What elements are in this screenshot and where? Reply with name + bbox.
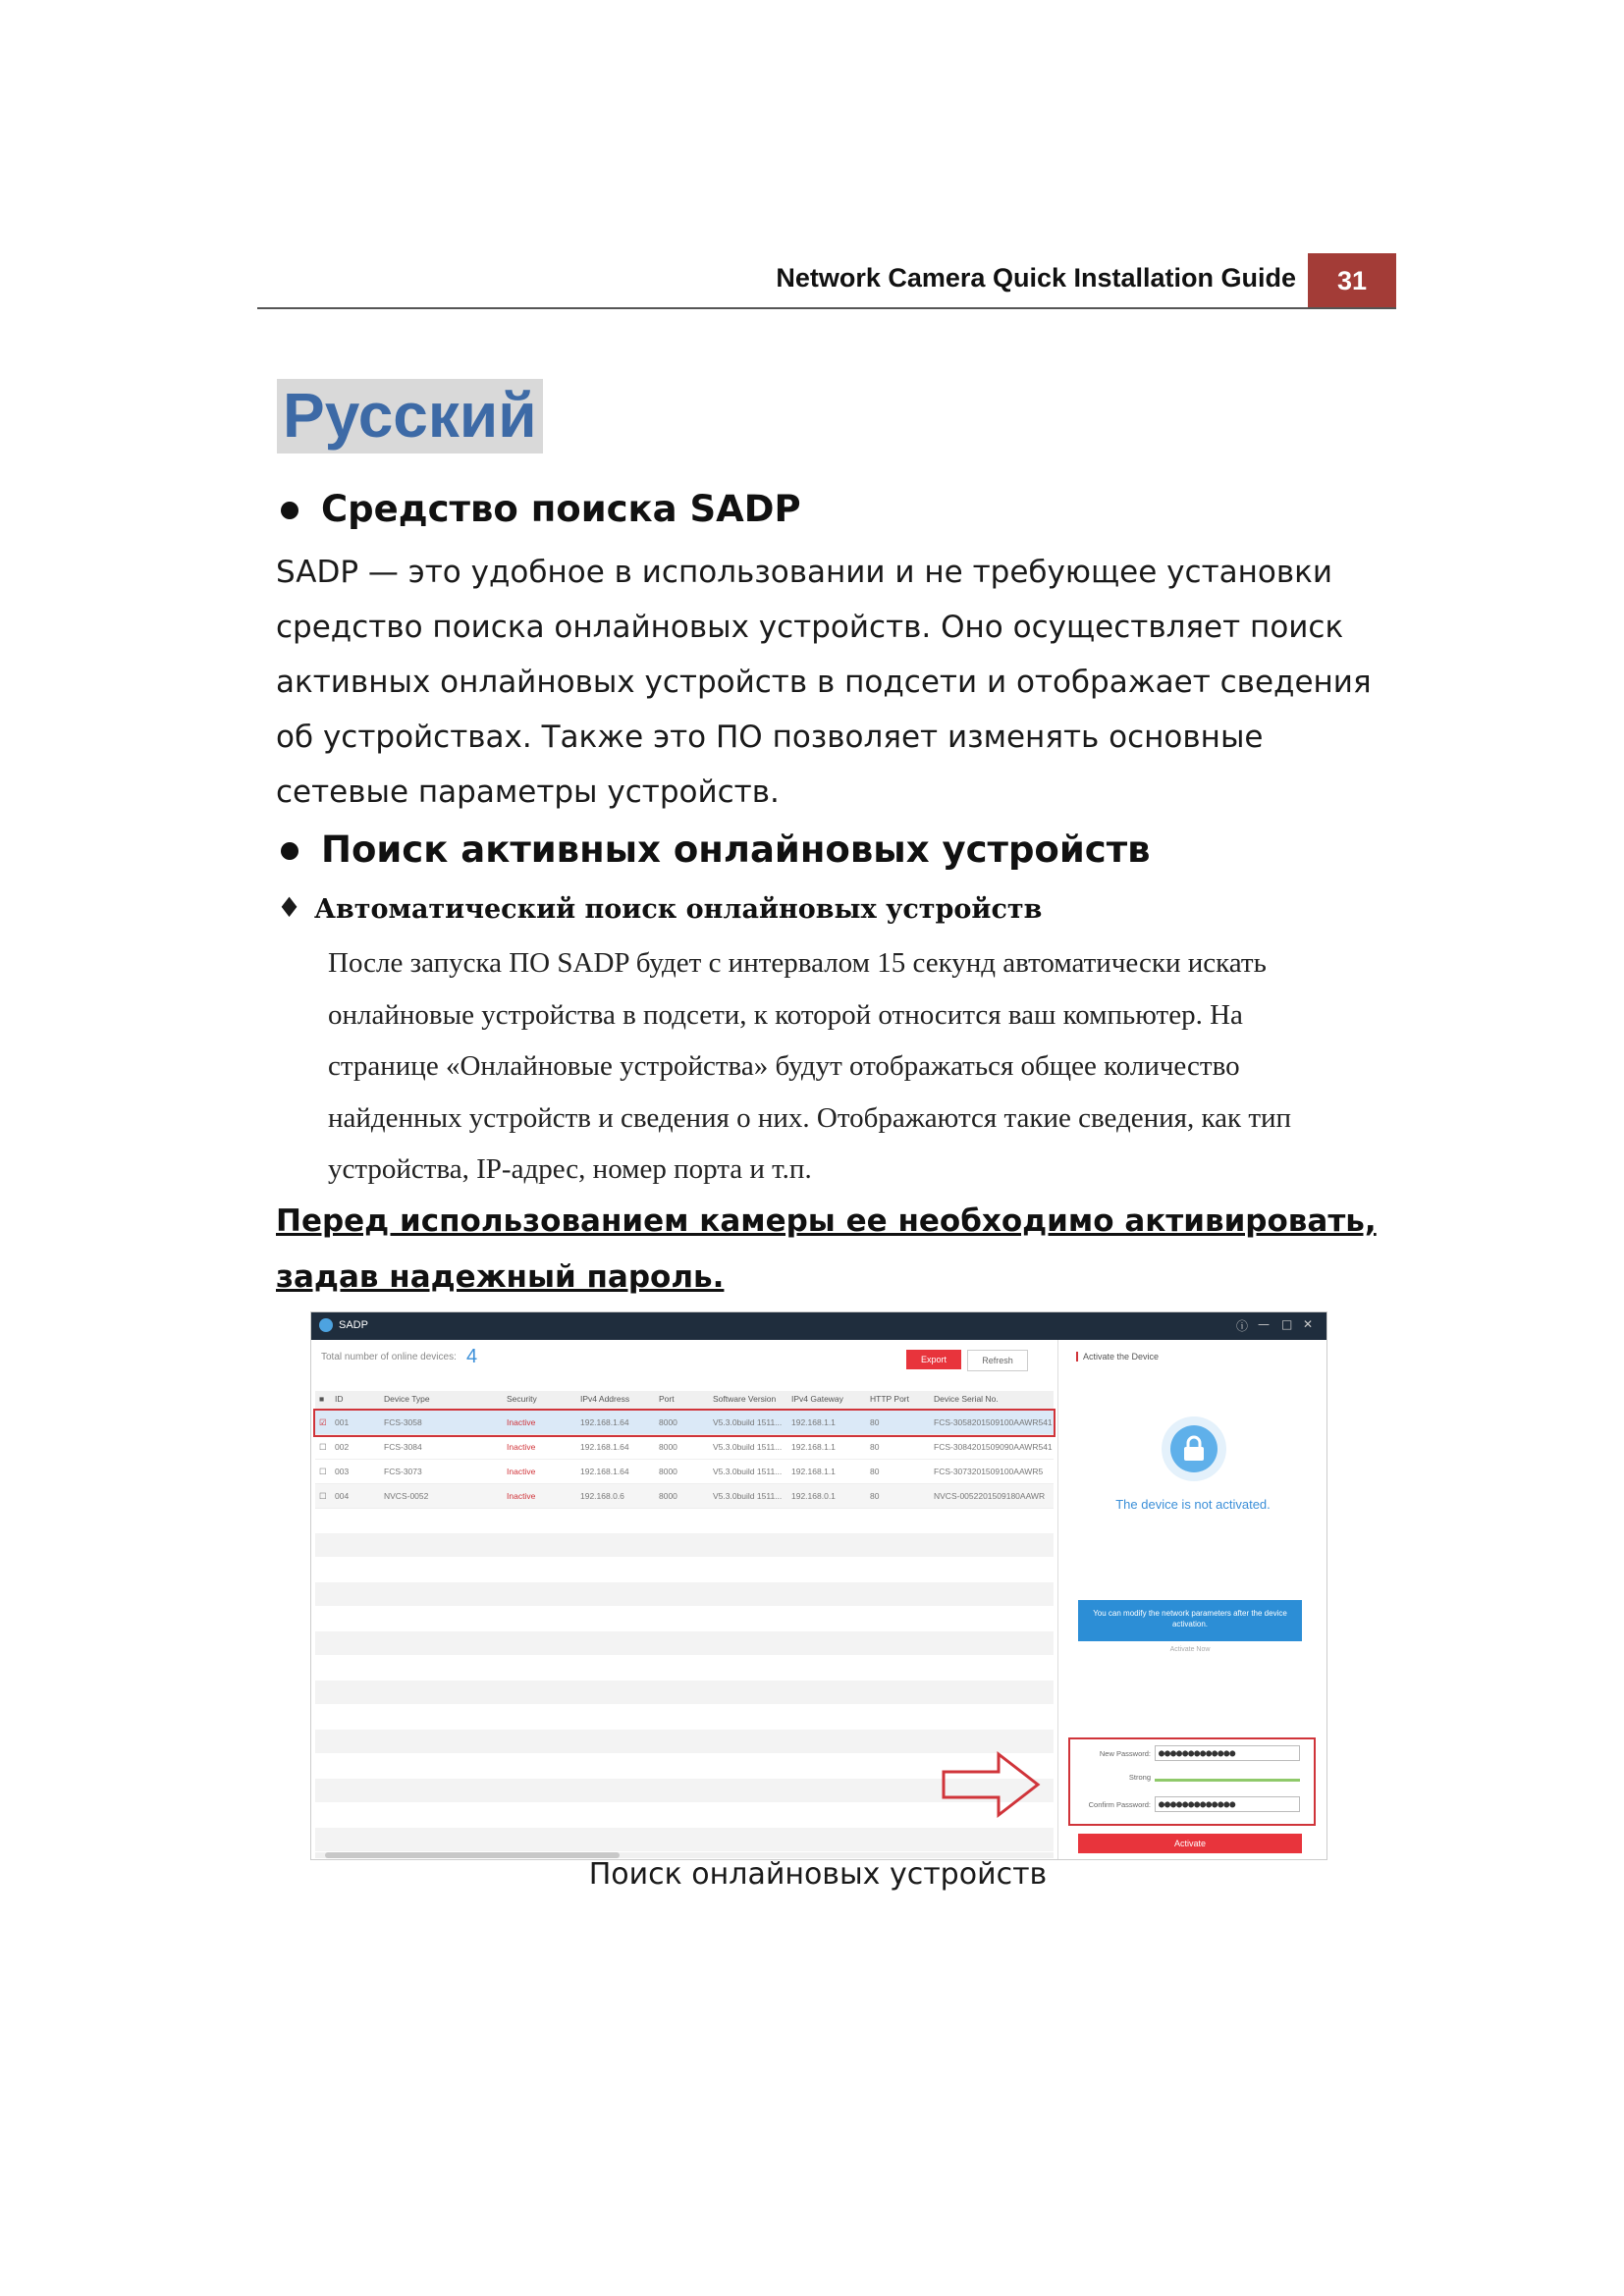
row-checkbox[interactable]: ☐ — [319, 1442, 327, 1452]
sadp-screenshot — [310, 1311, 1327, 1860]
sadp-logo-icon — [319, 1318, 333, 1332]
cell-security: Inactive — [507, 1467, 536, 1476]
cell-http-port: 80 — [870, 1467, 880, 1476]
select-all-checkbox[interactable]: ■ — [319, 1394, 325, 1404]
cell-port: 8000 — [659, 1442, 677, 1452]
cell-device-type: FCS-3058 — [384, 1417, 422, 1427]
diamond-bullet-icon: ♦ — [277, 891, 302, 924]
section-heading-sadp: Средство поиска SADP — [321, 488, 801, 530]
text-line: SADP — это удобное в использовании и не требующее установки — [276, 555, 1332, 590]
cell-device-type: NVCS-0052 — [384, 1491, 429, 1501]
column-header[interactable]: IPv4 Gateway — [791, 1394, 843, 1404]
auto-search-paragraph — [328, 937, 1291, 1196]
column-header[interactable]: ID — [335, 1394, 344, 1404]
cell-security: Inactive — [507, 1417, 536, 1427]
arrow-right-icon — [940, 1750, 1044, 1819]
page-number: 31 — [1308, 253, 1396, 308]
text-line: После запуска ПО SADP будет с интервалом 15 секунд автоматически искать — [328, 947, 1267, 979]
cell-gateway: 192.168.1.1 — [791, 1442, 836, 1452]
confirm-password-label: Confirm Password: — [1088, 1800, 1151, 1809]
export-button[interactable]: Export — [906, 1350, 961, 1369]
section-heading-search: Поиск активных онлайновых устройств — [321, 828, 1151, 871]
lock-icon — [1182, 1435, 1206, 1463]
figure-caption: Поиск онлайновых устройств — [588, 1857, 1048, 1892]
cell-ipv4: 192.168.1.64 — [580, 1417, 629, 1427]
activation-tip: You can modify the network parameters after the device activation. — [1078, 1600, 1302, 1641]
app-name: SADP — [339, 1319, 368, 1331]
cell-id: 004 — [335, 1491, 350, 1501]
guide-title: Network Camera Quick Installation Guide — [776, 263, 1296, 293]
cell-serial: FCS-3073201509100AAWR5 — [934, 1467, 1044, 1476]
new-password-input[interactable]: ●●●●●●●●●●●●● — [1155, 1745, 1300, 1761]
device-list-panel — [311, 1340, 1057, 1859]
activate-device-panel — [1057, 1340, 1327, 1859]
total-devices-label: Total number of online devices: — [321, 1352, 457, 1362]
table-row[interactable] — [315, 1435, 1054, 1460]
refresh-button[interactable]: Refresh — [967, 1350, 1028, 1371]
cell-gateway: 192.168.0.1 — [791, 1491, 836, 1501]
cell-serial: FCS-3084201509090AAWR541 — [934, 1442, 1053, 1452]
text-line: активных онлайновых устройств в подсети и отображает сведения — [276, 665, 1372, 700]
new-password-label: New Password: — [1099, 1749, 1151, 1758]
cell-device-type: FCS-3073 — [384, 1467, 422, 1476]
cell-software: V5.3.0build 1511... — [713, 1491, 783, 1501]
activate-panel-title: Activate the Device — [1076, 1352, 1159, 1362]
cell-port: 8000 — [659, 1467, 677, 1476]
cell-ipv4: 192.168.1.64 — [580, 1467, 629, 1476]
cell-http-port: 80 — [870, 1442, 880, 1452]
empty-row — [315, 1582, 1054, 1606]
column-header[interactable]: Port — [659, 1394, 675, 1404]
row-checkbox[interactable]: ☐ — [319, 1467, 327, 1476]
bullet-icon — [281, 842, 298, 860]
cell-id: 003 — [335, 1467, 350, 1476]
minimize-icon[interactable]: — — [1258, 1317, 1270, 1331]
activate-button[interactable]: Activate — [1078, 1834, 1302, 1853]
cell-serial: FCS-3058201509100AAWR541 — [934, 1417, 1053, 1427]
header-divider — [257, 307, 1396, 309]
cell-gateway: 192.168.1.1 — [791, 1467, 836, 1476]
cell-id: 002 — [335, 1442, 350, 1452]
subheading-auto-search: Автоматический поиск онлайновых устройств — [314, 894, 1043, 925]
activate-now-link[interactable]: Activate Now — [1169, 1646, 1211, 1653]
text-line: средство поиска онлайновых устройств. Оно осуществляет поиск — [276, 610, 1344, 645]
empty-row — [315, 1828, 1054, 1851]
column-header[interactable]: IPv4 Address — [580, 1394, 630, 1404]
cell-security: Inactive — [507, 1442, 536, 1452]
text-line: найденных устройств и сведения о них. Отображаются такие сведения, как тип — [328, 1101, 1292, 1134]
table-row[interactable] — [315, 1460, 1054, 1484]
cell-http-port: 80 — [870, 1417, 880, 1427]
cell-port: 8000 — [659, 1491, 677, 1501]
cell-serial: NVCS-0052201509180AAWR — [934, 1491, 1046, 1501]
column-header[interactable]: Security — [507, 1394, 537, 1404]
strength-label: Strong — [1128, 1773, 1151, 1782]
text-line: об устройствах. Также это ПО позволяет изменять основные — [276, 720, 1264, 755]
text-line: сетевые параметры устройств. — [276, 774, 780, 810]
cell-ipv4: 192.168.0.6 — [580, 1491, 624, 1501]
cell-http-port: 80 — [870, 1491, 880, 1501]
bullet-icon — [281, 502, 298, 519]
table-row[interactable] — [315, 1411, 1054, 1435]
cell-software: V5.3.0build 1511... — [713, 1417, 783, 1427]
cell-id: 001 — [335, 1417, 350, 1427]
confirm-password-input[interactable]: ●●●●●●●●●●●●● — [1155, 1796, 1300, 1812]
cell-device-type: FCS-3084 — [384, 1442, 422, 1452]
cell-software: V5.3.0build 1511... — [713, 1467, 783, 1476]
cell-security: Inactive — [507, 1491, 536, 1501]
text-line: странице «Онлайновые устройства» будут отображаться общее количество — [328, 1050, 1240, 1082]
password-strength-bar — [1155, 1779, 1300, 1782]
column-header[interactable]: HTTP Port — [870, 1394, 909, 1404]
language-heading: Русский — [277, 379, 543, 454]
sadp-paragraph — [276, 545, 1372, 820]
total-devices-count: 4 — [466, 1346, 478, 1367]
empty-row — [315, 1631, 1054, 1655]
row-checkbox[interactable]: ☑ — [319, 1417, 327, 1427]
device-status: The device is not activated. — [1115, 1497, 1271, 1512]
cell-gateway: 192.168.1.1 — [791, 1417, 836, 1427]
table-header — [315, 1391, 1054, 1410]
empty-row — [315, 1533, 1054, 1557]
cell-ipv4: 192.168.1.64 — [580, 1442, 629, 1452]
row-checkbox[interactable]: ☐ — [319, 1491, 327, 1501]
cell-software: V5.3.0build 1511... — [713, 1442, 783, 1452]
close-icon[interactable]: ✕ — [1303, 1317, 1314, 1331]
text-line: онлайновые устройства в подсети, к которой относится ваш компьютер. На — [328, 998, 1243, 1031]
maximize-icon[interactable]: □ — [1281, 1317, 1293, 1331]
column-header[interactable]: Software Version — [713, 1394, 777, 1404]
text-line: задав надежный пароль. — [276, 1259, 725, 1295]
activation-warning — [276, 1194, 1377, 1306]
table-row[interactable] — [315, 1484, 1054, 1509]
cell-port: 8000 — [659, 1417, 677, 1427]
empty-row — [315, 1681, 1054, 1704]
password-form — [1068, 1737, 1316, 1826]
column-header[interactable]: Device Type — [384, 1394, 430, 1404]
info-icon[interactable]: ⓘ — [1236, 1319, 1249, 1333]
column-header[interactable]: Device Serial No. — [934, 1394, 999, 1404]
text-line: Перед использованием камеры ее необходимо активировать, — [276, 1203, 1377, 1239]
text-line: устройства, IP-адрес, номер порта и т.п. — [328, 1153, 812, 1185]
title-bar — [311, 1312, 1326, 1340]
